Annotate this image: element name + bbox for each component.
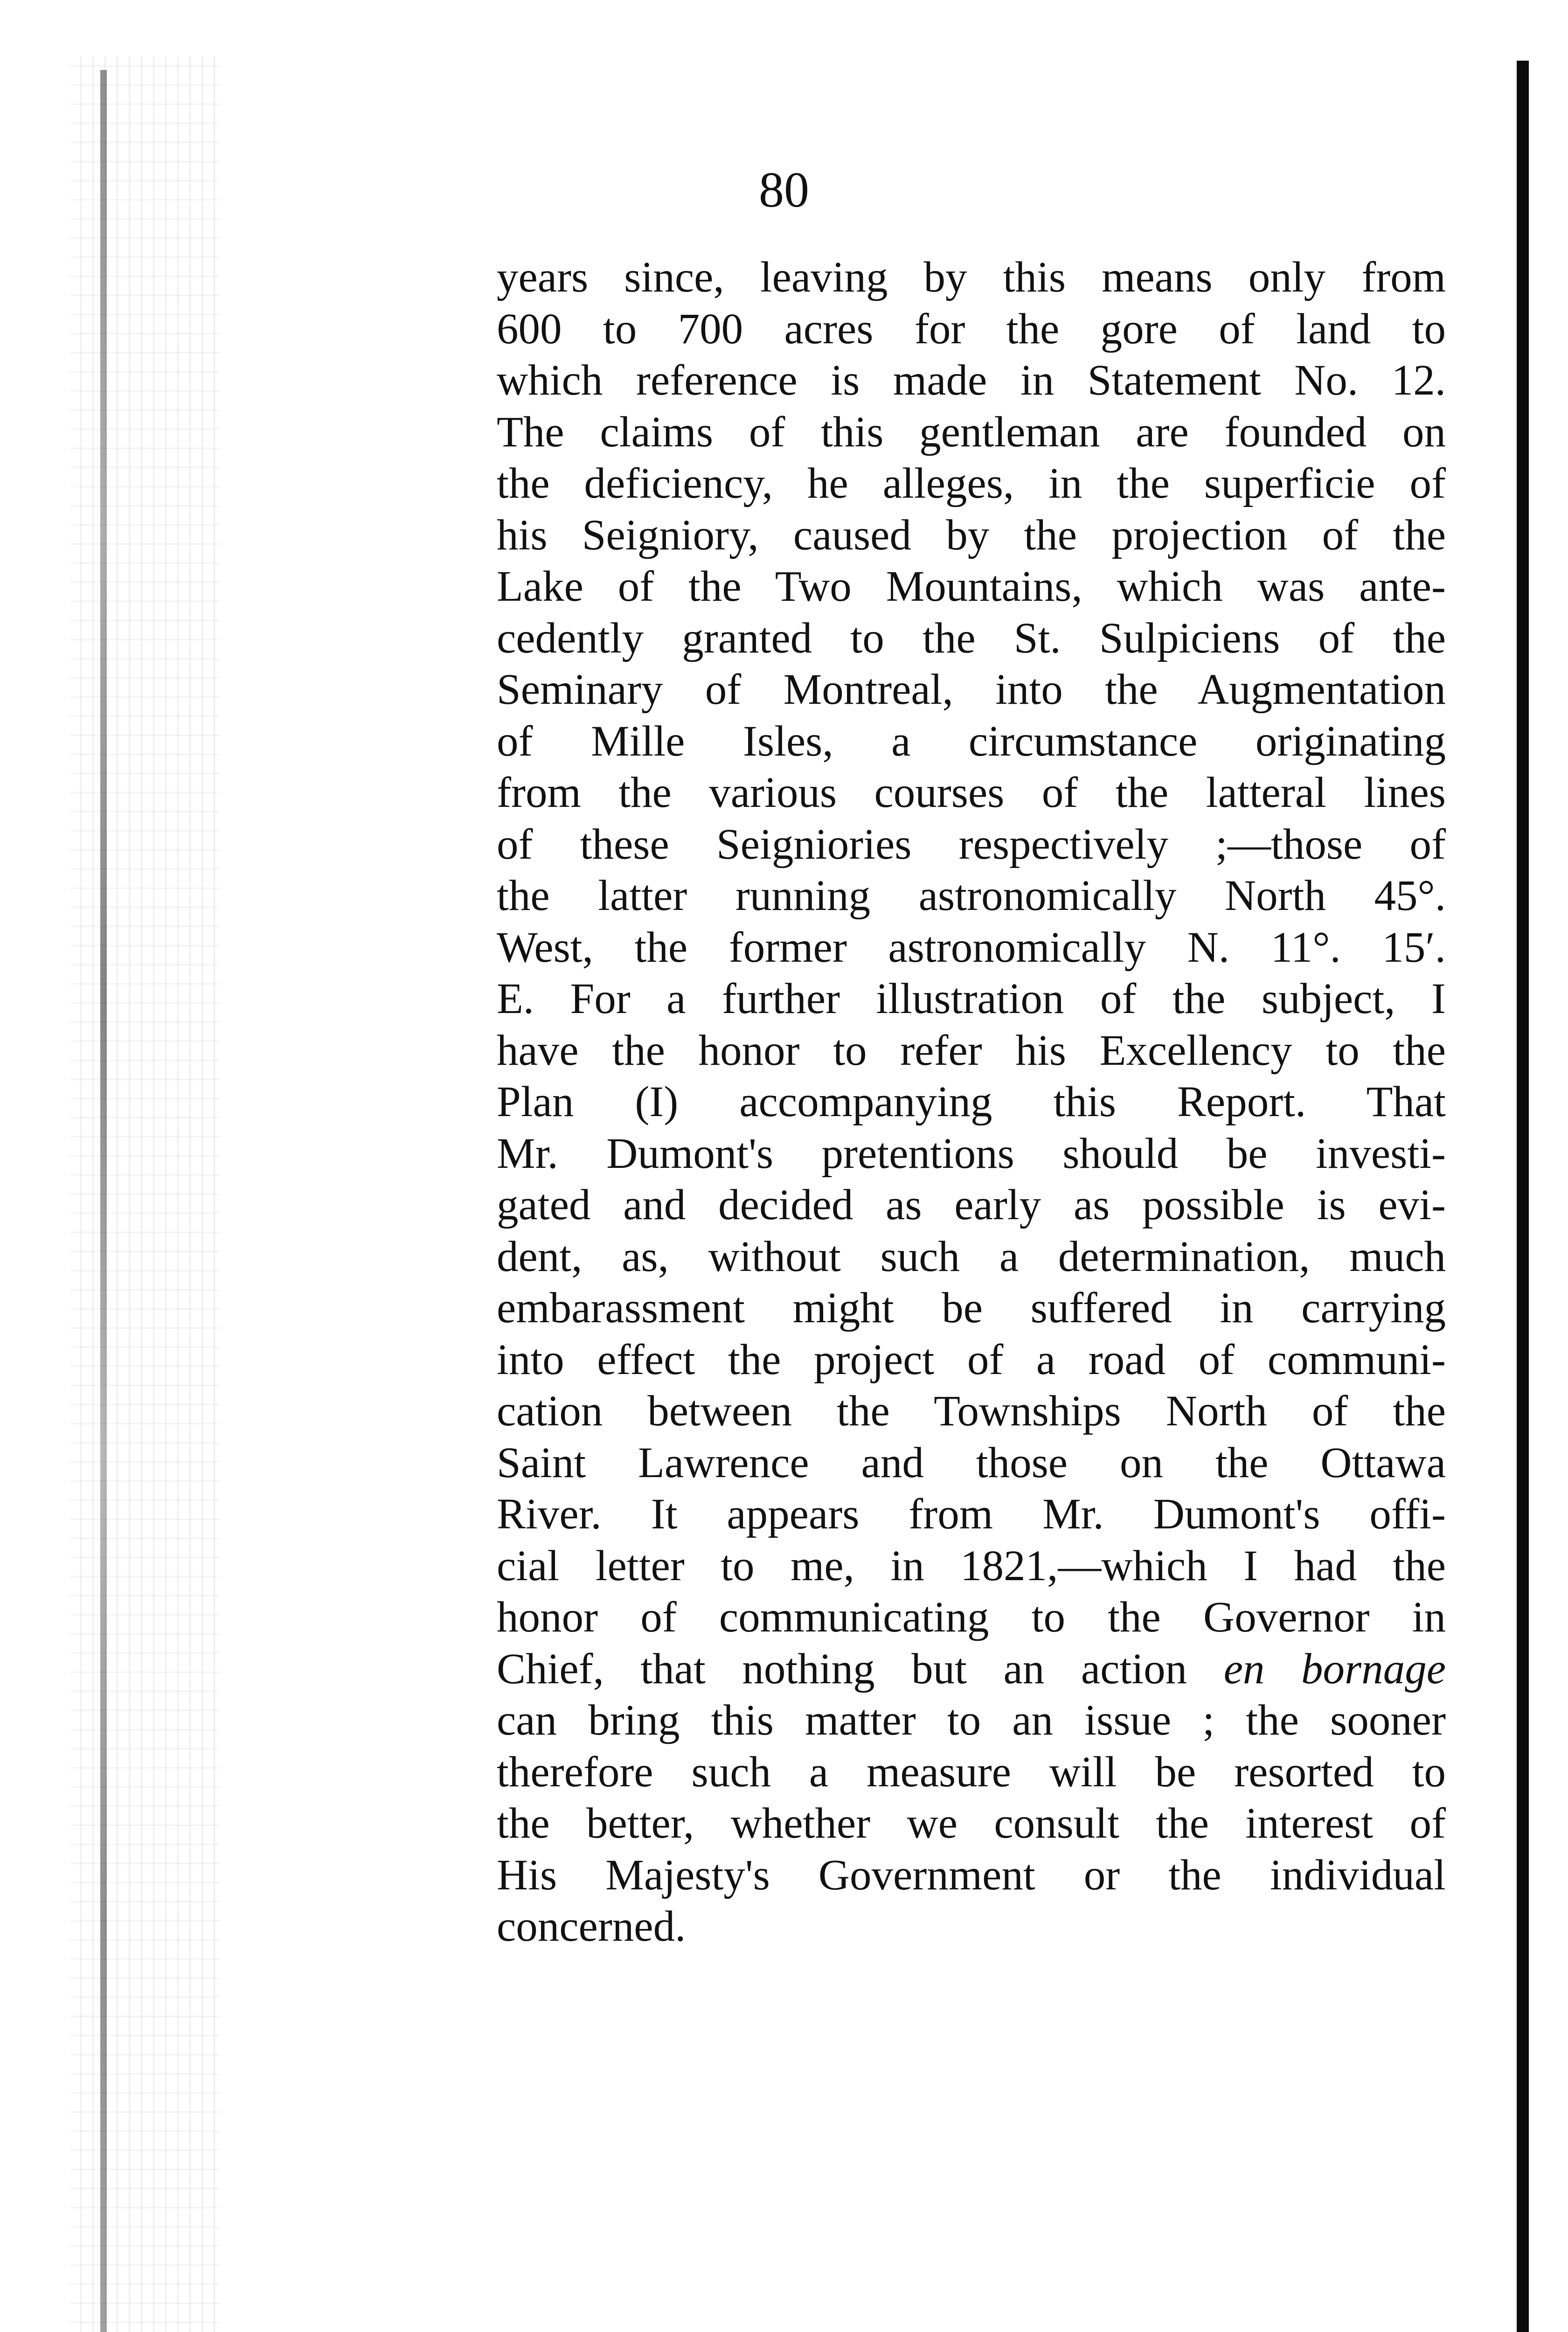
italic-phrase: en bornage [1223,1645,1446,1693]
text-line: his Seigniory, caused by the projection of the [497,511,1446,559]
text-line: cation between the Townships North of the [497,1387,1446,1435]
text-line: Lake of the Two Mountains, which was ante- [497,562,1446,611]
text-line: Seminary of Montreal, into the Augmentation [497,666,1446,714]
text-line: River. It appears from Mr. Dumont's offi- [497,1490,1446,1538]
text-line: dent, as, without such a determination, much [497,1232,1446,1281]
text-line: into effect the project of a road of communi- [497,1335,1446,1384]
text-line: gated and decided as early as possible is evi- [497,1181,1446,1229]
text-line: His Majesty's Government or the individual [497,1851,1446,1899]
page-edge-rule [1517,61,1529,2332]
scan-gutter-shadow [70,56,219,2332]
text-line: which reference is made in Statement No. 12. [497,356,1446,404]
text-line: Plan (I) accompanying this Report. That [497,1078,1446,1126]
text-line: E. For a further illustration of the subject, I [497,975,1446,1023]
text-line: The claims of this gentleman are founded on [497,408,1446,456]
text-line: the deficiency, he alleges, in the superficie of [497,459,1446,507]
text-line: of Mille Isles, a circumstance originating [497,717,1446,765]
page-number: 80 [759,162,809,218]
text-line: the better, whether we consult the interest of [497,1799,1446,1847]
text-line: the latter running astronomically North 45°. [497,872,1446,920]
text-line: embarassment might be suffered in carrying [497,1284,1446,1332]
text-line: cial letter to me, in 1821,—which I had the [497,1541,1446,1590]
text-line: therefore such a measure will be resorted to [497,1748,1446,1796]
text-line: concerned. [497,1902,686,1950]
text-line: can bring this matter to an issue ; the sooner [497,1696,1446,1744]
text-line: have the honor to refer his Excellency to the [497,1026,1446,1075]
text-line: Saint Lawrence and those on the Ottawa [497,1438,1446,1487]
body-text [497,252,1446,1953]
text-line: cedently granted to the St. Sulpiciens of the [497,614,1446,662]
text-line: years since, leaving by this means only from [497,253,1446,301]
text-line-with-italic [497,1644,1446,1695]
text-line: from the various courses of the latteral lines [497,769,1446,817]
text-line: honor of communicating to the Governor in [497,1593,1446,1641]
page-binding-edge [100,70,107,2332]
text-line: West, the former astronomically N. 11°. 15′. [497,923,1446,972]
text-line: Mr. Dumont's pretentions should be investi- [497,1129,1446,1178]
text-line-segment: Chief, that nothing but an action [497,1645,1187,1693]
text-line: 600 to 700 acres for the gore of land to [497,305,1446,353]
text-line: of these Seigniories respectively ;—those of [497,820,1446,868]
